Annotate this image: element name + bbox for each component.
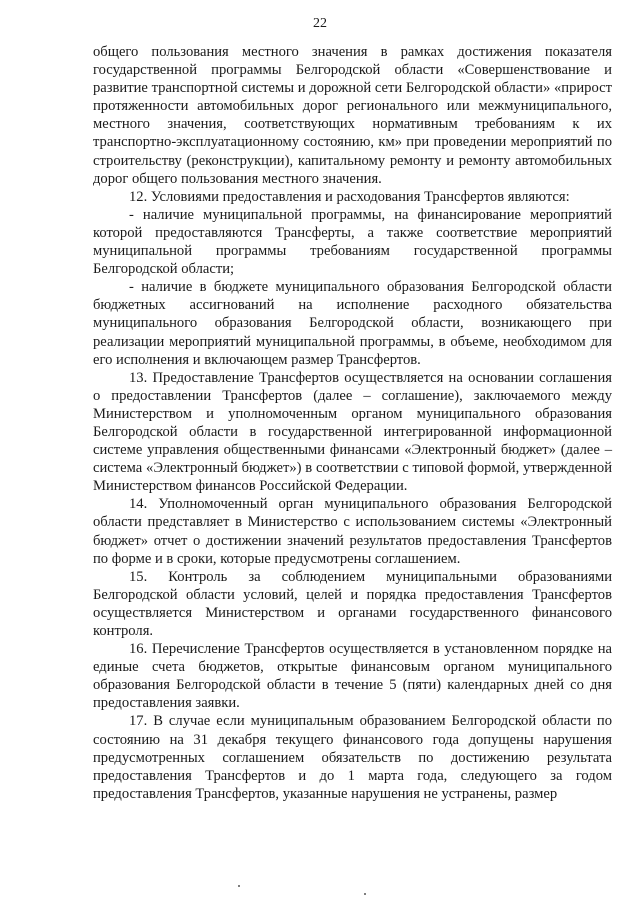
paragraph-12-item-2: - наличие в бюджете муниципального образования Белгородской области бюджетных ассигнований на исполнение расходного обязательства муниципального образования Белгородской области, возникающего при реализации мероприятий муниципальной программы, в объеме, необходимом для его исполнения и включающем размер Трансфертов. <box>93 279 612 368</box>
paragraph-12: 12. Условиями предоставления и расходования Трансфертов являются: <box>129 188 570 205</box>
document-body <box>93 43 612 803</box>
paragraph-13: 13. Предоставление Трансфертов осуществляется на основании соглашения о предоставлении Трансфертов (далее – соглашение), заключаемого между Министерством и уполномоченным органом муниципального образования Белгородской области в государственной интегрированной информационной системе управления общественными финансами «Электронный бюджет» (далее – система «Электронный бюджет») в соответствии с типовой формой, утвержденной Министерством финансов Российской Федерации. <box>93 369 612 495</box>
paragraph-12-item-1: - наличие муниципальной программы, на финансирование мероприятий которой предоставляются Трансферты, а также соответствие мероприятий муниципальной программы требованиям государственной программы Белгородской области; <box>93 206 612 278</box>
scan-speck <box>238 885 240 887</box>
paragraph-16: 16. Перечисление Трансфертов осуществляется в установленном порядке на единые счета бюджетов, открытые финансовым органом муниципального образования Белгородской области в течение 5 (пяти) календарных дней со дня предоставления заявки. <box>93 641 612 712</box>
paragraph-continuation: общего пользования местного значения в рамках достижения показателя государственной программы Белгородской области «Совершенствование и развитие транспортной системы и дорожной сети Белгородской области» «прирост протяженности автомобильных дорог регионального или межмуниципального, местного значения, соответствующих нормативным требованиям к их транспортно-эксплуатационному состоянию, км» при проведении мероприятий по строительству (реконструкции), капитальному ремонту и ремонту автомобильных дорог общего пользования местного значения. <box>93 44 612 187</box>
paragraph-14: 14. Уполномоченный орган муниципального образования Белгородской области представляет в Министерство с использованием системы «Электронный бюджет» отчет о достижении значений результатов предоставления Трансфертов по форме и в сроки, которые предусмотрены соглашением. <box>93 496 612 567</box>
page-number: 22 <box>313 16 327 31</box>
paragraph-17: 17. В случае если муниципальным образованием Белгородской области по состоянию на 31 декабря текущего финансового года допущены нарушения предусмотренных соглашением обязательств по достижению результата предоставления Трансфертов и до 1 марта года, следующего за годом предоставления Трансфертов, указанные нарушения не устранены, размер <box>93 713 612 802</box>
scan-speck <box>364 893 366 895</box>
paragraph-15: 15. Контроль за соблюдением муниципальными образованиями Белгородской области условий, целей и порядка предоставления Трансфертов осуществляется Министерством и органами государственного финансового контроля. <box>93 568 612 639</box>
